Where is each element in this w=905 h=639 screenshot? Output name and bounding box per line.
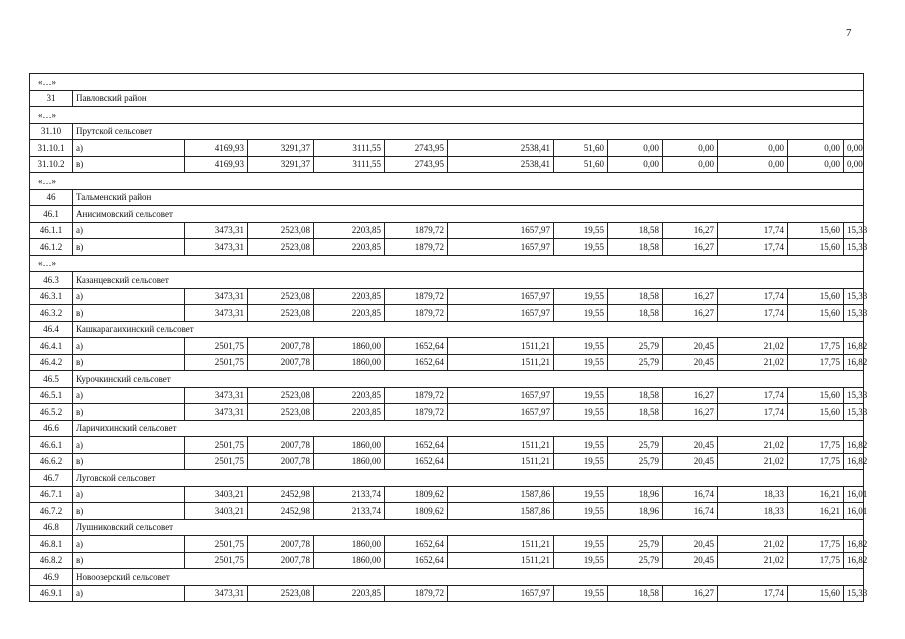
value-cell: 20,45	[663, 552, 718, 569]
value-cell: 3473,31	[185, 387, 248, 404]
value-cell: 16,27	[663, 305, 718, 322]
table-row	[30, 404, 864, 421]
value-cell: 19,55	[554, 288, 608, 305]
row-code: 31.10	[30, 123, 73, 140]
value-cell: 20,45	[663, 453, 718, 470]
value-cell: 2203,85	[314, 222, 385, 239]
value-cell: 19,55	[554, 437, 608, 454]
row-code: 46.5.2	[30, 404, 73, 421]
table-row	[30, 338, 864, 355]
row-label: а)	[73, 338, 185, 355]
value-cell: 0,00	[788, 140, 844, 157]
value-cell: 1879,72	[385, 585, 448, 602]
value-cell: 1657,97	[448, 305, 554, 322]
row-label: а)	[73, 140, 185, 157]
value-cell: 16,82	[844, 338, 864, 355]
row-code: 46.8.1	[30, 536, 73, 553]
table-row	[30, 569, 864, 586]
row-code: 46.4	[30, 321, 73, 338]
value-cell: 15,60	[788, 404, 844, 421]
row-title: Анисимовский сельсовет	[73, 206, 864, 223]
value-cell: 2203,85	[314, 404, 385, 421]
value-cell: 2203,85	[314, 288, 385, 305]
value-cell: 15,33	[844, 305, 864, 322]
value-cell: 1587,86	[448, 503, 554, 520]
value-cell: 17,75	[788, 338, 844, 355]
table-row	[30, 189, 864, 206]
value-cell: 21,02	[718, 552, 788, 569]
value-cell: 0,00	[788, 156, 844, 173]
row-code: 31.10.1	[30, 140, 73, 157]
value-cell: 2501,75	[185, 338, 248, 355]
value-cell: 19,55	[554, 536, 608, 553]
ellipsis-cell: «…»	[30, 107, 864, 124]
row-code: 46.8.2	[30, 552, 73, 569]
value-cell: 16,21	[788, 486, 844, 503]
value-cell: 21,02	[718, 354, 788, 371]
value-cell: 1652,64	[385, 437, 448, 454]
value-cell: 51,60	[554, 156, 608, 173]
row-label: в)	[73, 503, 185, 520]
row-title: Лушниковский сельсовет	[73, 519, 864, 536]
table-row	[30, 255, 864, 272]
value-cell: 15,60	[788, 222, 844, 239]
table-row	[30, 272, 864, 289]
table-row	[30, 453, 864, 470]
row-code: 46.4.2	[30, 354, 73, 371]
value-cell: 2523,08	[248, 239, 314, 256]
value-cell: 2501,75	[185, 354, 248, 371]
value-cell: 1879,72	[385, 222, 448, 239]
value-cell: 16,27	[663, 239, 718, 256]
table-row	[30, 371, 864, 388]
value-cell: 0,00	[663, 156, 718, 173]
value-cell: 1652,64	[385, 338, 448, 355]
value-cell: 17,74	[718, 239, 788, 256]
value-cell: 1657,97	[448, 222, 554, 239]
value-cell: 3403,21	[185, 486, 248, 503]
row-label: в)	[73, 404, 185, 421]
value-cell: 2523,08	[248, 288, 314, 305]
value-cell: 2203,85	[314, 387, 385, 404]
value-cell: 2523,08	[248, 222, 314, 239]
value-cell: 18,58	[608, 288, 663, 305]
table-row	[30, 239, 864, 256]
table-row	[30, 585, 864, 602]
table-row	[30, 552, 864, 569]
value-cell: 15,33	[844, 387, 864, 404]
value-cell: 3111,55	[314, 156, 385, 173]
value-cell: 3473,31	[185, 305, 248, 322]
row-label: в)	[73, 305, 185, 322]
value-cell: 21,02	[718, 453, 788, 470]
row-code: 46.5.1	[30, 387, 73, 404]
table-row	[30, 437, 864, 454]
value-cell: 19,55	[554, 354, 608, 371]
value-cell: 16,27	[663, 288, 718, 305]
value-cell: 3291,37	[248, 156, 314, 173]
value-cell: 19,55	[554, 503, 608, 520]
row-label: в)	[73, 453, 185, 470]
value-cell: 2523,08	[248, 387, 314, 404]
value-cell: 0,00	[608, 156, 663, 173]
value-cell: 17,74	[718, 404, 788, 421]
row-label: в)	[73, 552, 185, 569]
value-cell: 15,60	[788, 585, 844, 602]
value-cell: 17,74	[718, 305, 788, 322]
row-title: Тальменский район	[73, 189, 864, 206]
row-title: Прутской сельсовет	[73, 123, 864, 140]
value-cell: 2501,75	[185, 437, 248, 454]
value-cell: 1879,72	[385, 404, 448, 421]
table-row	[30, 387, 864, 404]
value-cell: 16,01	[844, 486, 864, 503]
value-cell: 18,33	[718, 486, 788, 503]
row-code: 46.9.1	[30, 585, 73, 602]
row-label: а)	[73, 222, 185, 239]
value-cell: 0,00	[718, 140, 788, 157]
value-cell: 1860,00	[314, 338, 385, 355]
table-row	[30, 107, 864, 124]
table-row	[30, 354, 864, 371]
table-row	[30, 173, 864, 190]
value-cell: 19,55	[554, 222, 608, 239]
value-cell: 16,82	[844, 552, 864, 569]
row-title: Казанцевский сельсовет	[73, 272, 864, 289]
row-title: Курочкинский сельсовет	[73, 371, 864, 388]
ellipsis-cell: «…»	[30, 74, 864, 91]
value-cell: 15,33	[844, 239, 864, 256]
value-cell: 1860,00	[314, 552, 385, 569]
tariff-table	[29, 73, 868, 602]
value-cell: 1657,97	[448, 404, 554, 421]
value-cell: 18,58	[608, 239, 663, 256]
row-label: а)	[73, 437, 185, 454]
value-cell: 1652,64	[385, 453, 448, 470]
value-cell: 21,02	[718, 536, 788, 553]
value-cell: 15,33	[844, 585, 864, 602]
row-code: 46.8	[30, 519, 73, 536]
value-cell: 4169,93	[185, 140, 248, 157]
value-cell: 16,21	[788, 503, 844, 520]
value-cell: 17,74	[718, 387, 788, 404]
value-cell: 2501,75	[185, 552, 248, 569]
value-cell: 1809,62	[385, 486, 448, 503]
row-code: 46.9	[30, 569, 73, 586]
value-cell: 19,55	[554, 453, 608, 470]
value-cell: 3473,31	[185, 288, 248, 305]
value-cell: 2007,78	[248, 536, 314, 553]
row-label: а)	[73, 387, 185, 404]
value-cell: 20,45	[663, 437, 718, 454]
table-row	[30, 156, 864, 173]
value-cell: 18,58	[608, 222, 663, 239]
value-cell: 2501,75	[185, 453, 248, 470]
page-number: 7	[846, 27, 852, 39]
value-cell: 1511,21	[448, 437, 554, 454]
value-cell: 2523,08	[248, 305, 314, 322]
value-cell: 4169,93	[185, 156, 248, 173]
value-cell: 19,55	[554, 552, 608, 569]
value-cell: 19,55	[554, 338, 608, 355]
value-cell: 15,33	[844, 222, 864, 239]
value-cell: 17,74	[718, 585, 788, 602]
value-cell: 2743,95	[385, 140, 448, 157]
row-code: 46.3.1	[30, 288, 73, 305]
value-cell: 16,01	[844, 503, 864, 520]
value-cell: 2007,78	[248, 453, 314, 470]
value-cell: 2452,98	[248, 486, 314, 503]
value-cell: 1511,21	[448, 338, 554, 355]
row-code: 46.1.2	[30, 239, 73, 256]
value-cell: 0,00	[663, 140, 718, 157]
value-cell: 18,33	[718, 503, 788, 520]
table-row	[30, 123, 864, 140]
value-cell: 18,96	[608, 486, 663, 503]
value-cell: 16,82	[844, 453, 864, 470]
value-cell: 2501,75	[185, 536, 248, 553]
value-cell: 3473,31	[185, 585, 248, 602]
value-cell: 16,74	[663, 486, 718, 503]
row-code: 46.6.2	[30, 453, 73, 470]
table-body	[30, 74, 868, 602]
value-cell: 1879,72	[385, 239, 448, 256]
value-cell: 1879,72	[385, 305, 448, 322]
value-cell: 17,75	[788, 354, 844, 371]
table-row	[30, 90, 864, 107]
table-row	[30, 503, 864, 520]
value-cell: 19,55	[554, 239, 608, 256]
row-title: Луговской сельсовет	[73, 470, 864, 487]
value-cell: 20,45	[663, 354, 718, 371]
value-cell: 0,00	[718, 156, 788, 173]
value-cell: 1657,97	[448, 288, 554, 305]
row-label: а)	[73, 288, 185, 305]
value-cell: 1511,21	[448, 354, 554, 371]
value-cell: 18,58	[608, 387, 663, 404]
value-cell: 18,58	[608, 305, 663, 322]
row-code: 46.4.1	[30, 338, 73, 355]
value-cell: 15,33	[844, 288, 864, 305]
value-cell: 18,58	[608, 585, 663, 602]
value-cell: 16,27	[663, 387, 718, 404]
value-cell: 2203,85	[314, 305, 385, 322]
table-row	[30, 140, 864, 157]
value-cell: 17,75	[788, 437, 844, 454]
row-label: в)	[73, 156, 185, 173]
value-cell: 21,02	[718, 338, 788, 355]
value-cell: 0,00	[844, 140, 864, 157]
value-cell: 1879,72	[385, 387, 448, 404]
value-cell: 1860,00	[314, 437, 385, 454]
value-cell: 18,58	[608, 404, 663, 421]
value-cell: 1657,97	[448, 239, 554, 256]
row-code: 46.1.1	[30, 222, 73, 239]
value-cell: 1652,64	[385, 552, 448, 569]
value-cell: 17,75	[788, 453, 844, 470]
value-cell: 1860,00	[314, 453, 385, 470]
value-cell: 16,82	[844, 354, 864, 371]
row-code: 46.6	[30, 420, 73, 437]
value-cell: 2538,41	[448, 156, 554, 173]
value-cell: 17,74	[718, 288, 788, 305]
value-cell: 19,55	[554, 585, 608, 602]
value-cell: 25,79	[608, 453, 663, 470]
value-cell: 1657,97	[448, 387, 554, 404]
value-cell: 51,60	[554, 140, 608, 157]
value-cell: 2538,41	[448, 140, 554, 157]
value-cell: 3473,31	[185, 222, 248, 239]
row-code: 46.5	[30, 371, 73, 388]
value-cell: 2523,08	[248, 404, 314, 421]
value-cell: 1657,97	[448, 585, 554, 602]
value-cell: 16,27	[663, 404, 718, 421]
row-code: 31	[30, 90, 73, 107]
value-cell: 1879,72	[385, 288, 448, 305]
value-cell: 2133,74	[314, 486, 385, 503]
value-cell: 2203,85	[314, 585, 385, 602]
row-label: в)	[73, 239, 185, 256]
table-row	[30, 74, 864, 91]
row-label: в)	[73, 354, 185, 371]
table-row	[30, 222, 864, 239]
table-row	[30, 486, 864, 503]
row-code: 46.7	[30, 470, 73, 487]
table-row	[30, 519, 864, 536]
value-cell: 19,55	[554, 486, 608, 503]
value-cell: 1860,00	[314, 354, 385, 371]
value-cell: 15,60	[788, 288, 844, 305]
value-cell: 1809,62	[385, 503, 448, 520]
value-cell: 0,00	[844, 156, 864, 173]
value-cell: 15,60	[788, 387, 844, 404]
value-cell: 1652,64	[385, 354, 448, 371]
value-cell: 16,82	[844, 437, 864, 454]
value-cell: 20,45	[663, 338, 718, 355]
value-cell: 25,79	[608, 437, 663, 454]
value-cell: 3111,55	[314, 140, 385, 157]
value-cell: 2007,78	[248, 552, 314, 569]
value-cell: 17,75	[788, 536, 844, 553]
value-cell: 1511,21	[448, 453, 554, 470]
value-cell: 3291,37	[248, 140, 314, 157]
value-cell: 25,79	[608, 536, 663, 553]
value-cell: 16,82	[844, 536, 864, 553]
value-cell: 19,55	[554, 404, 608, 421]
value-cell: 3473,31	[185, 239, 248, 256]
value-cell: 3403,21	[185, 503, 248, 520]
value-cell: 2452,98	[248, 503, 314, 520]
value-cell: 3473,31	[185, 404, 248, 421]
row-code: 31.10.2	[30, 156, 73, 173]
value-cell: 2203,85	[314, 239, 385, 256]
value-cell: 16,27	[663, 585, 718, 602]
row-code: 46.3.2	[30, 305, 73, 322]
value-cell: 17,74	[718, 222, 788, 239]
ellipsis-cell: «…»	[30, 173, 864, 190]
row-code: 46.1	[30, 206, 73, 223]
table-row	[30, 420, 864, 437]
table-row	[30, 321, 864, 338]
row-code: 46.6.1	[30, 437, 73, 454]
row-code: 46.3	[30, 272, 73, 289]
value-cell: 25,79	[608, 354, 663, 371]
value-cell: 16,74	[663, 503, 718, 520]
value-cell: 15,60	[788, 239, 844, 256]
value-cell: 2007,78	[248, 338, 314, 355]
row-code: 46.7.2	[30, 503, 73, 520]
table-row	[30, 470, 864, 487]
table-row	[30, 305, 864, 322]
value-cell: 1652,64	[385, 536, 448, 553]
value-cell: 18,96	[608, 503, 663, 520]
ellipsis-cell: «…»	[30, 255, 864, 272]
table-row	[30, 206, 864, 223]
value-cell: 25,79	[608, 552, 663, 569]
value-cell: 19,55	[554, 305, 608, 322]
value-cell: 16,27	[663, 222, 718, 239]
value-cell: 20,45	[663, 536, 718, 553]
row-code: 46	[30, 189, 73, 206]
value-cell: 15,60	[788, 305, 844, 322]
row-code: 46.7.1	[30, 486, 73, 503]
row-label: а)	[73, 486, 185, 503]
value-cell: 15,33	[844, 404, 864, 421]
value-cell: 1511,21	[448, 552, 554, 569]
value-cell: 1587,86	[448, 486, 554, 503]
row-title: Кашкарагаихинский сельсовет	[73, 321, 864, 338]
value-cell: 17,75	[788, 552, 844, 569]
row-title: Ларичихинский сельсовет	[73, 420, 864, 437]
row-label: а)	[73, 536, 185, 553]
value-cell: 25,79	[608, 338, 663, 355]
value-cell: 2133,74	[314, 503, 385, 520]
row-label: а)	[73, 585, 185, 602]
value-cell: 19,55	[554, 387, 608, 404]
row-title: Новоозерский сельсовет	[73, 569, 864, 586]
value-cell: 2523,08	[248, 585, 314, 602]
value-cell: 0,00	[608, 140, 663, 157]
value-cell: 2743,95	[385, 156, 448, 173]
value-cell: 2007,78	[248, 354, 314, 371]
table-row	[30, 288, 864, 305]
value-cell: 21,02	[718, 437, 788, 454]
value-cell: 1511,21	[448, 536, 554, 553]
table-row	[30, 536, 864, 553]
row-title: Павловский район	[73, 90, 864, 107]
value-cell: 1860,00	[314, 536, 385, 553]
value-cell: 2007,78	[248, 437, 314, 454]
